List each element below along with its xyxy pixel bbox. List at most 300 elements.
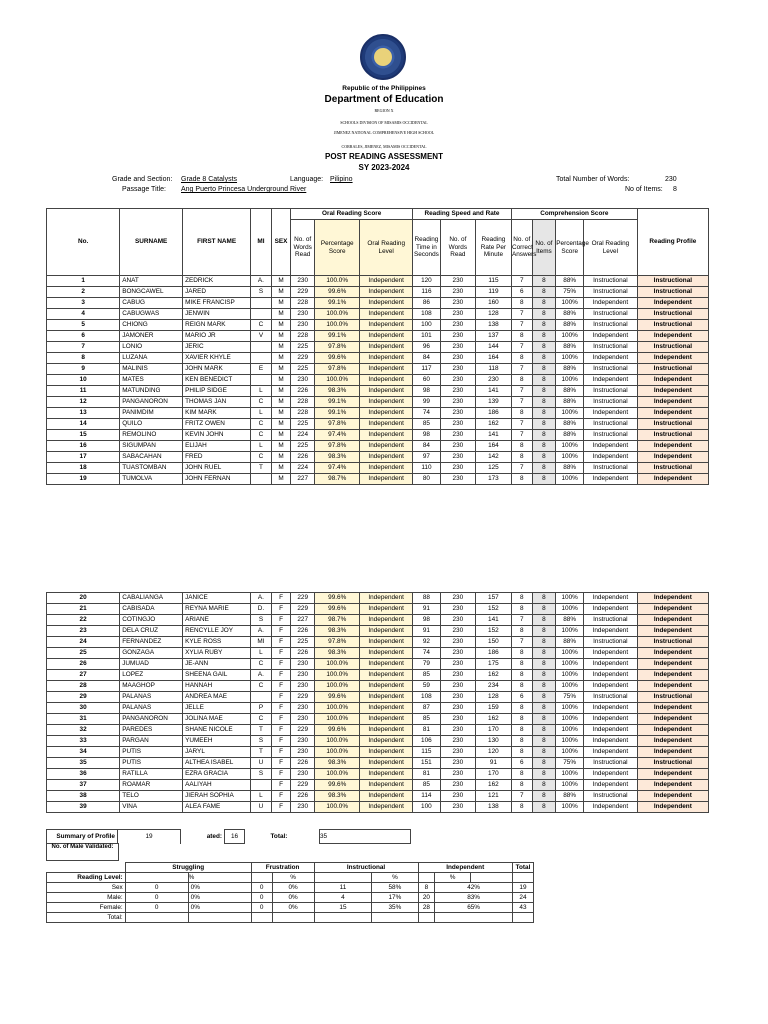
cell-comp-level: Instructional xyxy=(584,419,638,430)
cell-correct-answers: 7 xyxy=(511,397,532,408)
cell-comp-level: Instructional xyxy=(584,287,638,298)
cell-correct-answers: 8 xyxy=(511,604,532,615)
cell-first-name: EZRA GRACIA xyxy=(183,769,251,780)
cell-row-no: 39 xyxy=(47,802,120,813)
cell-sex: F xyxy=(271,626,291,637)
cell-first-name: ZEDRICK xyxy=(183,276,251,287)
level-cell-np: 65% xyxy=(435,903,513,913)
cell-no-of-items: 8 xyxy=(532,386,556,397)
cell-reading-time: 79 xyxy=(412,659,440,670)
cell-row-no: 31 xyxy=(47,714,120,725)
cell-surname: ANAT xyxy=(120,276,183,287)
cell-percentage-score: 99.6% xyxy=(315,353,360,364)
cell-first-name: XYLIA RUBY xyxy=(183,648,251,659)
cell-comp-percentage: 88% xyxy=(556,320,584,331)
cell-correct-answers: 8 xyxy=(511,441,532,452)
cell-words-read-2: 230 xyxy=(440,802,475,813)
cell-words-read: 230 xyxy=(291,320,315,331)
cell-comp-level: Instructional xyxy=(584,276,638,287)
male-validated-label: No. of Male Validated: xyxy=(46,843,119,861)
cell-reading-time: 91 xyxy=(412,604,440,615)
cell-oral-level: Independent xyxy=(360,309,413,320)
cell-comp-percentage: 100% xyxy=(556,714,584,725)
cell-words-read-2: 230 xyxy=(440,626,475,637)
cell-comp-level: Independent xyxy=(584,604,638,615)
cell-oral-level: Independent xyxy=(360,769,413,780)
cell-surname: LOPEZ xyxy=(120,670,183,681)
cell-reading-profile: Instructional xyxy=(637,637,708,648)
cell-comp-percentage: 88% xyxy=(556,397,584,408)
cell-first-name: JENWIN xyxy=(183,309,251,320)
cell-reading-rate: 118 xyxy=(475,364,511,375)
cell-comp-level: Instructional xyxy=(584,397,638,408)
cell-mi xyxy=(251,298,272,309)
level-cell-np xyxy=(435,913,513,923)
cell-reading-rate: 152 xyxy=(475,604,511,615)
grade-section-value: Grade 8 Catalysts xyxy=(181,176,238,183)
cell-oral-level: Independent xyxy=(360,714,413,725)
cell-reading-profile: Instructional xyxy=(637,463,708,474)
cell-comp-percentage: 88% xyxy=(556,276,584,287)
cell-first-name: MIKE FRANCISP xyxy=(183,298,251,309)
cell-percentage-score: 100.0% xyxy=(315,309,360,320)
cell-sex: F xyxy=(271,604,291,615)
summary-validated-value: 16 xyxy=(225,830,245,844)
table-row xyxy=(47,593,709,604)
cell-words-read-2: 230 xyxy=(440,452,475,463)
cell-sex: M xyxy=(271,430,291,441)
cell-row-no: 9 xyxy=(47,364,120,375)
cell-reading-profile: Independent xyxy=(637,604,708,615)
cell-comp-percentage: 100% xyxy=(556,353,584,364)
cell-reading-time: 92 xyxy=(412,637,440,648)
cell-surname: LONIO xyxy=(120,342,183,353)
reading-assessment-table-part2 xyxy=(46,592,709,813)
cell-no-of-items: 8 xyxy=(532,276,556,287)
cell-surname: RATILLA xyxy=(120,769,183,780)
table-row xyxy=(47,375,709,386)
cell-reading-time: 151 xyxy=(412,758,440,769)
cell-reading-rate: 164 xyxy=(475,353,511,364)
level-cell-f: 0 xyxy=(251,893,272,903)
summary-total-label: Total: xyxy=(270,833,288,840)
cell-words-read: 225 xyxy=(291,441,315,452)
level-cell-sp: 0% xyxy=(188,903,251,913)
cell-comp-level: Independent xyxy=(584,593,638,604)
cell-mi: V xyxy=(251,331,272,342)
table-row xyxy=(47,615,709,626)
cell-surname: CABUG xyxy=(120,298,183,309)
cell-row-no: 36 xyxy=(47,769,120,780)
cell-no-of-items: 8 xyxy=(532,747,556,758)
cell-reading-rate: 138 xyxy=(475,802,511,813)
cell-reading-profile: Independent xyxy=(637,615,708,626)
cell-surname: TUASTOMBAN xyxy=(120,463,183,474)
cell-percentage-score: 100.0% xyxy=(315,670,360,681)
cell-sex: F xyxy=(271,791,291,802)
cell-correct-answers: 8 xyxy=(511,648,532,659)
cell-comp-percentage: 88% xyxy=(556,463,584,474)
col-oral-level: Oral Reading Level xyxy=(360,220,413,276)
cell-correct-answers: 7 xyxy=(511,276,532,287)
cell-reading-rate: 175 xyxy=(475,659,511,670)
table-row xyxy=(47,703,709,714)
summary-profile-label: Summary of Profile xyxy=(47,830,118,844)
cell-words-read-2: 230 xyxy=(440,791,475,802)
cell-correct-answers: 8 xyxy=(511,408,532,419)
cell-oral-level: Independent xyxy=(360,386,413,397)
cell-mi: C xyxy=(251,452,272,463)
cell-comp-level: Instructional xyxy=(584,342,638,353)
cell-words-read-2: 230 xyxy=(440,353,475,364)
cell-row-no: 8 xyxy=(47,353,120,364)
cell-no-of-items: 8 xyxy=(532,802,556,813)
cell-first-name: JANICE xyxy=(183,593,251,604)
assessment-title: POST READING ASSESSMENT xyxy=(325,152,443,161)
language-value: Pilipino xyxy=(330,176,353,183)
summary-profile-value: 19 xyxy=(118,830,181,844)
cell-mi: T xyxy=(251,463,272,474)
cell-row-no: 12 xyxy=(47,397,120,408)
cell-words-read-2: 230 xyxy=(440,430,475,441)
level-cell-n: 20 xyxy=(418,893,435,903)
pct-header: % xyxy=(188,873,251,883)
cell-reading-time: 60 xyxy=(413,375,441,386)
cell-comp-percentage: 88% xyxy=(556,309,584,320)
cell-sex: M xyxy=(271,331,291,342)
level-cell-i: 15 xyxy=(314,903,372,913)
level-cell-ip: 35% xyxy=(372,903,418,913)
cell-reading-profile: Instructional xyxy=(637,320,708,331)
cell-comp-level: Instructional xyxy=(584,463,638,474)
cell-words-read-2: 230 xyxy=(440,364,475,375)
cell-reading-profile: Independent xyxy=(637,659,708,670)
cell-sex: M xyxy=(271,452,291,463)
cell-surname: MALINIS xyxy=(120,364,183,375)
cell-words-read-2: 230 xyxy=(440,463,475,474)
level-cell-i xyxy=(314,913,372,923)
cell-oral-level: Independent xyxy=(360,320,413,331)
cell-no-of-items: 8 xyxy=(532,758,556,769)
cell-comp-percentage: 100% xyxy=(556,648,584,659)
level-row xyxy=(47,893,534,903)
cell-comp-level: Instructional xyxy=(584,758,638,769)
cell-percentage-score: 98.7% xyxy=(315,474,360,485)
cell-first-name: JELLE xyxy=(183,703,251,714)
table-row xyxy=(47,791,709,802)
cell-row-no: 22 xyxy=(47,615,120,626)
level-cell-ip: 17% xyxy=(372,893,418,903)
level-total-header: Total xyxy=(512,863,533,873)
cell-comp-level: Independent xyxy=(584,408,638,419)
deped-seal-logo xyxy=(360,34,406,80)
cell-words-read: 230 xyxy=(291,747,315,758)
cell-comp-level: Instructional xyxy=(584,364,638,375)
cell-reading-rate: 141 xyxy=(475,430,511,441)
cell-no-of-items: 8 xyxy=(532,626,556,637)
cell-oral-level: Independent xyxy=(360,604,413,615)
table-row xyxy=(47,725,709,736)
cell-correct-answers: 7 xyxy=(511,309,532,320)
passage-value: Ang Puerto Princesa Underground River xyxy=(181,186,307,193)
cell-row-no: 25 xyxy=(47,648,120,659)
cell-mi: C xyxy=(251,320,272,331)
cell-words-read: 230 xyxy=(291,659,315,670)
table-row xyxy=(47,659,709,670)
cell-no-of-items: 8 xyxy=(532,408,556,419)
cell-reading-rate: 130 xyxy=(475,736,511,747)
cell-first-name: YUMEEH xyxy=(183,736,251,747)
cell-comp-level: Independent xyxy=(584,802,638,813)
cell-sex: F xyxy=(271,692,291,703)
cell-words-read: 225 xyxy=(291,364,315,375)
summary-of-profile-table xyxy=(46,829,411,844)
cell-words-read-2: 230 xyxy=(440,386,475,397)
cell-comp-percentage: 100% xyxy=(556,703,584,714)
cell-reading-time: 114 xyxy=(412,791,440,802)
cell-oral-level: Independent xyxy=(360,703,413,714)
cell-mi: E xyxy=(251,364,272,375)
cell-reading-time: 120 xyxy=(413,276,441,287)
col-mi: MI xyxy=(251,209,272,276)
cell-words-read: 229 xyxy=(291,692,315,703)
cell-row-no: 13 xyxy=(47,408,120,419)
cell-reading-profile: Instructional xyxy=(637,364,708,375)
cell-row-no: 38 xyxy=(47,791,120,802)
cell-comp-percentage: 100% xyxy=(556,331,584,342)
cell-oral-level: Independent xyxy=(360,298,413,309)
col-no: No. xyxy=(47,209,120,276)
level-cell-s xyxy=(125,913,188,923)
cell-mi: C xyxy=(251,659,272,670)
cell-reading-time: 84 xyxy=(413,441,441,452)
cell-no-of-items: 8 xyxy=(532,648,556,659)
cell-correct-answers: 8 xyxy=(511,474,532,485)
level-cell-label: Male: xyxy=(47,893,126,903)
cell-correct-answers: 7 xyxy=(511,430,532,441)
cell-reading-rate: 144 xyxy=(475,342,511,353)
cell-mi: A. xyxy=(251,593,272,604)
cell-comp-percentage: 100% xyxy=(556,298,584,309)
table-row xyxy=(47,364,709,375)
cell-row-no: 19 xyxy=(47,474,120,485)
cell-reading-profile: Independent xyxy=(637,725,708,736)
cell-words-read-2: 230 xyxy=(440,725,475,736)
cell-comp-percentage: 100% xyxy=(556,408,584,419)
cell-sex: F xyxy=(271,747,291,758)
table-row xyxy=(47,681,709,692)
cell-comp-percentage: 75% xyxy=(556,692,584,703)
cell-mi: S xyxy=(251,287,272,298)
cell-comp-level: Instructional xyxy=(584,386,638,397)
level-cell-fp: 0% xyxy=(272,883,314,893)
cell-percentage-score: 100.0% xyxy=(315,375,360,386)
cell-reading-time: 106 xyxy=(412,736,440,747)
division-line: SCHOOLS DIVISION OF MISAMIS OCCIDENTAL xyxy=(340,120,428,125)
cell-correct-answers: 8 xyxy=(511,353,532,364)
cell-oral-level: Independent xyxy=(360,747,413,758)
cell-correct-answers: 8 xyxy=(511,670,532,681)
cell-oral-level: Independent xyxy=(360,670,413,681)
cell-words-read: 226 xyxy=(291,452,315,463)
cell-reading-rate: 170 xyxy=(475,769,511,780)
cell-correct-answers: 8 xyxy=(511,802,532,813)
summary-total-value: 35 xyxy=(320,830,411,844)
cell-reading-rate: 186 xyxy=(475,648,511,659)
cell-words-read: 228 xyxy=(291,298,315,309)
cell-comp-percentage: 88% xyxy=(556,430,584,441)
cell-first-name: ANDREA MAE xyxy=(183,692,251,703)
cell-oral-level: Independent xyxy=(360,463,413,474)
cell-row-no: 3 xyxy=(47,298,120,309)
cell-reading-rate: 138 xyxy=(475,320,511,331)
cell-reading-time: 100 xyxy=(413,320,441,331)
cell-row-no: 35 xyxy=(47,758,120,769)
table-row xyxy=(47,298,709,309)
cell-oral-level: Independent xyxy=(360,342,413,353)
cell-reading-time: 74 xyxy=(413,408,441,419)
cell-comp-percentage: 100% xyxy=(556,626,584,637)
cell-row-no: 21 xyxy=(47,604,120,615)
reading-level-summary-table xyxy=(46,862,534,923)
cell-row-no: 27 xyxy=(47,670,120,681)
cell-surname: BONGCAWEL xyxy=(120,287,183,298)
col-reading-rate: Reading Rate Per Minute xyxy=(475,220,511,276)
cell-reading-profile: Independent xyxy=(637,452,708,463)
total-words-value: 230 xyxy=(665,176,677,183)
cell-comp-percentage: 88% xyxy=(556,386,584,397)
cell-correct-answers: 7 xyxy=(511,419,532,430)
cell-words-read: 229 xyxy=(291,604,315,615)
level-cell-n: 28 xyxy=(418,903,435,913)
cell-no-of-items: 8 xyxy=(532,681,556,692)
cell-correct-answers: 7 xyxy=(511,386,532,397)
cell-reading-time: 108 xyxy=(412,692,440,703)
cell-percentage-score: 99.1% xyxy=(315,331,360,342)
cell-words-read: 228 xyxy=(291,397,315,408)
cell-percentage-score: 100.0% xyxy=(315,747,360,758)
level-instructional-header: Instructional xyxy=(314,863,418,873)
cell-comp-level: Independent xyxy=(584,331,638,342)
cell-words-read-2: 230 xyxy=(440,703,475,714)
cell-percentage-score: 97.8% xyxy=(315,342,360,353)
cell-row-no: 17 xyxy=(47,452,120,463)
cell-reading-rate: 142 xyxy=(475,452,511,463)
cell-sex: F xyxy=(271,769,291,780)
cell-reading-profile: Independent xyxy=(637,397,708,408)
cell-oral-level: Independent xyxy=(360,659,413,670)
cell-correct-answers: 8 xyxy=(511,659,532,670)
cell-row-no: 33 xyxy=(47,736,120,747)
cell-first-name: JARED xyxy=(183,287,251,298)
cell-reading-time: 96 xyxy=(413,342,441,353)
cell-percentage-score: 100.0% xyxy=(315,659,360,670)
cell-words-read: 226 xyxy=(291,758,315,769)
cell-surname: ROAMAR xyxy=(120,780,183,791)
cell-correct-answers: 8 xyxy=(511,703,532,714)
cell-percentage-score: 97.4% xyxy=(315,463,360,474)
cell-percentage-score: 99.6% xyxy=(315,780,360,791)
cell-sex: F xyxy=(271,758,291,769)
cell-surname: MAAGHOP xyxy=(120,681,183,692)
cell-comp-percentage: 100% xyxy=(556,670,584,681)
cell-mi: S xyxy=(251,615,272,626)
level-cell-t xyxy=(512,913,533,923)
cell-reading-time: 85 xyxy=(412,780,440,791)
level-cell-i: 11 xyxy=(314,883,372,893)
col-comp-level: Oral Reading Level xyxy=(584,220,638,276)
cell-mi xyxy=(251,309,272,320)
cell-reading-time: 117 xyxy=(413,364,441,375)
cell-first-name: ARIANE xyxy=(183,615,251,626)
cell-surname: PANGANORON xyxy=(120,714,183,725)
cell-no-of-items: 8 xyxy=(532,736,556,747)
level-row xyxy=(47,883,534,893)
cell-no-of-items: 8 xyxy=(532,615,556,626)
cell-mi xyxy=(251,375,272,386)
cell-surname: CABISADA xyxy=(120,604,183,615)
col-sex: SEX xyxy=(271,209,291,276)
cell-reading-rate: 170 xyxy=(475,725,511,736)
cell-no-of-items: 8 xyxy=(532,692,556,703)
cell-reading-profile: Independent xyxy=(637,780,708,791)
cell-surname: JAMONER xyxy=(120,331,183,342)
cell-percentage-score: 98.3% xyxy=(315,758,360,769)
cell-comp-level: Independent xyxy=(584,670,638,681)
cell-no-of-items: 8 xyxy=(532,703,556,714)
cell-first-name: SHEENA GAIL xyxy=(183,670,251,681)
cell-reading-profile: Independent xyxy=(637,441,708,452)
cell-reading-time: 110 xyxy=(413,463,441,474)
cell-oral-level: Independent xyxy=(360,626,413,637)
cell-no-of-items: 8 xyxy=(532,670,556,681)
cell-no-of-items: 8 xyxy=(532,430,556,441)
cell-words-read: 229 xyxy=(291,287,315,298)
cell-mi xyxy=(251,692,272,703)
cell-correct-answers: 8 xyxy=(511,681,532,692)
cell-sex: F xyxy=(271,736,291,747)
passage-label: Passage Title: xyxy=(122,186,166,193)
cell-words-read: 229 xyxy=(291,353,315,364)
cell-mi: L xyxy=(251,408,272,419)
address-line: CORRALES, JIMENEZ, MISAMIS OCCIDENTAL xyxy=(341,144,427,149)
level-row xyxy=(47,903,534,913)
cell-reading-time: 100 xyxy=(412,802,440,813)
cell-mi: A. xyxy=(251,276,272,287)
cell-no-of-items: 8 xyxy=(532,725,556,736)
cell-comp-level: Independent xyxy=(584,298,638,309)
cell-comp-level: Independent xyxy=(584,441,638,452)
cell-reading-profile: Independent xyxy=(637,681,708,692)
cell-oral-level: Independent xyxy=(360,648,413,659)
cell-words-read: 224 xyxy=(291,430,315,441)
cell-percentage-score: 97.4% xyxy=(315,430,360,441)
cell-correct-answers: 7 xyxy=(511,342,532,353)
cell-no-of-items: 8 xyxy=(532,397,556,408)
cell-percentage-score: 97.8% xyxy=(315,637,360,648)
cell-reading-rate: 162 xyxy=(475,714,511,725)
cell-first-name: ALTHEA ISABEL xyxy=(183,758,251,769)
table-row xyxy=(47,309,709,320)
cell-sex: M xyxy=(271,298,291,309)
level-struggling-header: Struggling xyxy=(125,863,251,873)
cell-percentage-score: 100.0% xyxy=(315,681,360,692)
cell-no-of-items: 8 xyxy=(532,452,556,463)
cell-no-of-items: 8 xyxy=(532,320,556,331)
cell-oral-level: Independent xyxy=(360,408,413,419)
table-row xyxy=(47,802,709,813)
cell-correct-answers: 6 xyxy=(511,287,532,298)
